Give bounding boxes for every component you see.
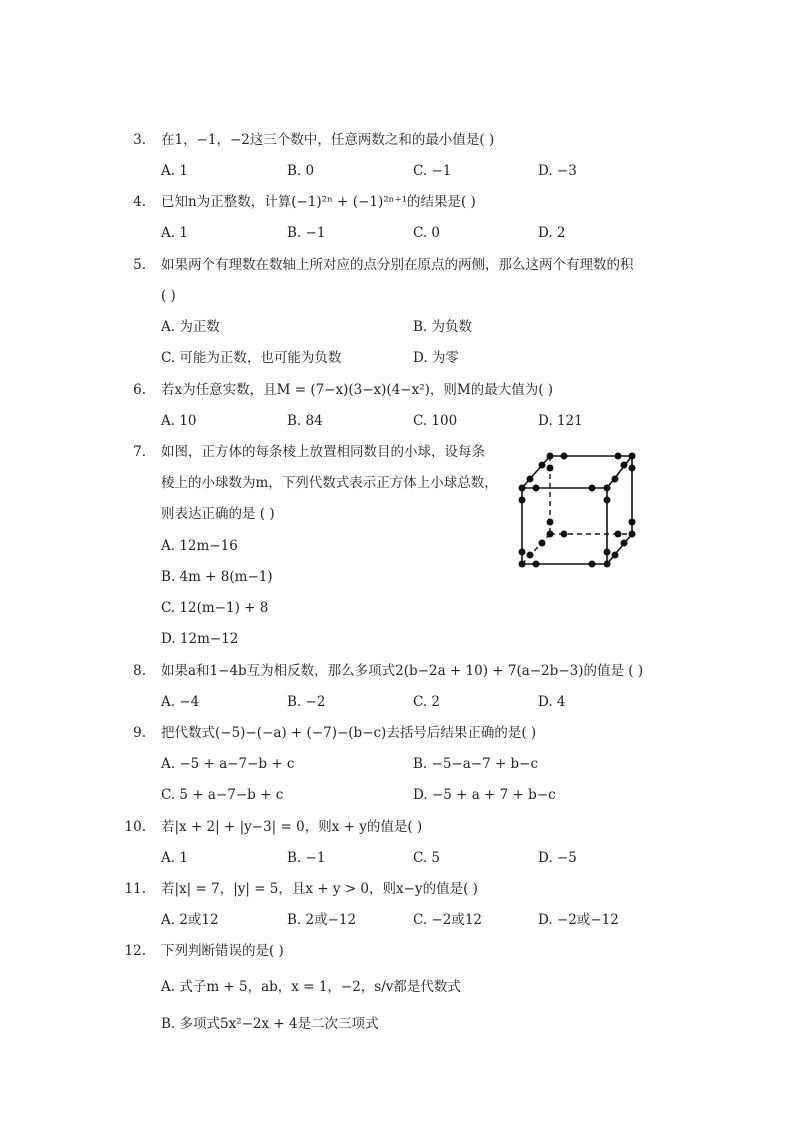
option-a: A. 1 (161, 225, 188, 241)
option-a: A. 式子m + 5，ab，x = 1，−2，s/v都是代数式 (161, 979, 461, 995)
question-stem: 把代数式(−5)−(−a) + (−7)−(b−c)去括号后结果正确的是( ) (161, 725, 537, 741)
option-b: B. 多项式5x²−2x + 4是二次三项式 (161, 1016, 379, 1032)
option-d: D. 12m−12 (161, 631, 239, 647)
question-number: 5. (133, 257, 146, 273)
option-c: C. 5 + a−7−b + c (161, 787, 284, 803)
option-c: C. 5 (413, 850, 441, 866)
question-number: 3. (133, 132, 146, 148)
option-d: D. 2 (538, 225, 566, 241)
cube-figure (512, 448, 642, 574)
option-d: D. −2或−12 (538, 912, 619, 928)
question-stem: 若|x + 2| + |y−3| = 0，则x + y的值是( ) (161, 819, 423, 835)
question-number: 11. (124, 881, 146, 897)
option-b: B. −2 (287, 694, 326, 710)
option-a: A. 10 (161, 413, 197, 429)
option-d: D. 121 (538, 413, 583, 429)
question-number: 6. (133, 382, 146, 398)
question-stem: 在1，−1，−2这三个数中，任意两数之和的最小值是( ) (161, 132, 495, 148)
option-a: A. 1 (161, 850, 188, 866)
option-a: A. 12m−16 (161, 538, 238, 554)
option-d: D. −5 + a + 7 + b−c (413, 787, 556, 803)
question-number: 10. (124, 819, 146, 835)
question-stem-continued: 则表达正确的是 ( ) (161, 506, 275, 522)
question-stem-continued: ( ) (161, 288, 176, 304)
question-stem: 若x为任意实数，且M = (7−x)(3−x)(4−x²)，则M的最大值为( ) (161, 382, 554, 398)
option-a: A. −5 + a−7−b + c (161, 756, 295, 772)
option-c: C. 2 (413, 694, 441, 710)
option-c: C. −1 (413, 163, 452, 179)
option-d: D. −5 (538, 850, 577, 866)
option-d: D. −3 (538, 163, 577, 179)
option-c: C. −2或12 (413, 912, 483, 928)
option-a: A. 2或12 (161, 912, 219, 928)
option-b: B. 2或−12 (287, 912, 357, 928)
option-a: A. −4 (161, 694, 200, 710)
question-number: 7. (133, 444, 146, 460)
option-b: B. −1 (287, 850, 326, 866)
option-a: A. 1 (161, 163, 188, 179)
question-stem: 下列判断错误的是( ) (161, 943, 284, 959)
option-d: D. 4 (538, 694, 566, 710)
option-c: C. 12(m−1) + 8 (161, 600, 269, 616)
question-number: 8. (133, 663, 146, 679)
option-b: B. 0 (287, 163, 315, 179)
question-stem-continued: 棱上的小球数为m，下列代数式表示正方体上小球总数， (161, 475, 498, 491)
option-b: B. −1 (287, 225, 326, 241)
question-stem: 若|x| = 7，|y| = 5，且x + y > 0，则x−y的值是( ) (161, 881, 478, 897)
option-d: D. 为零 (413, 350, 459, 366)
question-stem: 如图，正方体的每条棱上放置相同数目的小球，设每条 (161, 444, 485, 460)
option-b: B. 84 (287, 413, 323, 429)
option-c: C. 0 (413, 225, 441, 241)
question-stem: 已知n为正整数，计算(−1)²ⁿ + (−1)²ⁿ⁺¹的结果是( ) (161, 194, 476, 210)
option-b: B. 4m + 8(m−1) (161, 569, 273, 585)
option-c: C. 100 (413, 413, 458, 429)
question-stem: 如果两个有理数在数轴上所对应的点分别在原点的两侧，那么这两个有理数的积 (161, 257, 634, 273)
option-b: B. 为负数 (413, 319, 473, 335)
question-number: 12. (124, 943, 146, 959)
option-c: C. 可能为正数，也可能为负数 (161, 350, 342, 366)
question-number: 9. (133, 725, 146, 741)
option-b: B. −5−a−7 + b−c (413, 756, 539, 772)
option-a: A. 为正数 (161, 319, 220, 335)
question-number: 4. (133, 194, 146, 210)
question-stem: 如果a和1−4b互为相反数，那么多项式2(b−2a + 10) + 7(a−2b−3)的值是 ( ) (161, 663, 644, 679)
